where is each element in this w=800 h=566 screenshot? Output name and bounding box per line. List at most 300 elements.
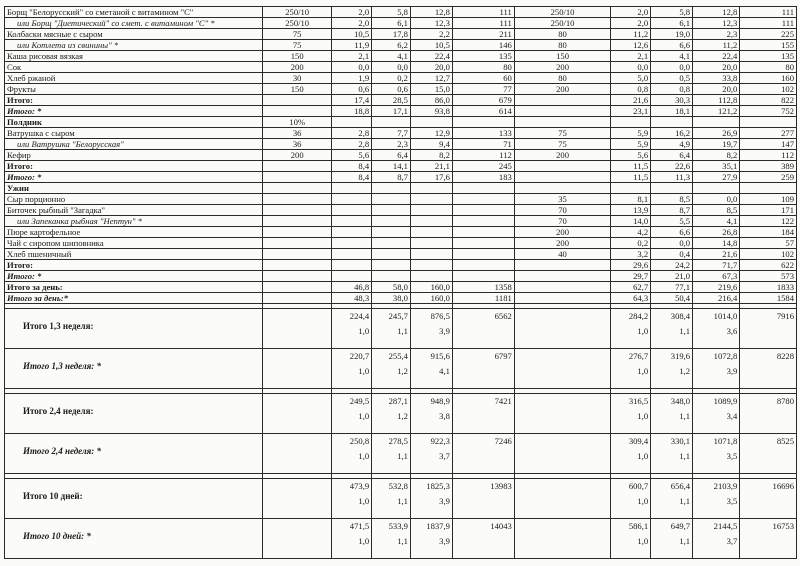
nutrient-value-older: 2,1 [611, 51, 651, 62]
nutrient-value: 4,1 [372, 51, 411, 62]
table-row [5, 194, 797, 205]
summary-total: 922,3 [430, 436, 450, 446]
nutrient-value: 71 [452, 139, 514, 150]
portion-weight [263, 161, 332, 172]
summary-value-cell [611, 394, 651, 434]
summary-value-cell [452, 479, 514, 519]
nutrient-value-older: 35,1 [693, 161, 740, 172]
empty-cell [263, 309, 332, 349]
nutrient-value-older: 102 [740, 249, 797, 260]
nutrient-value: 0,6 [332, 84, 372, 95]
table-row [5, 161, 797, 172]
summary-value-cell [740, 479, 797, 519]
nutrient-value-older: 6,4 [651, 150, 693, 161]
summary-value-cell [410, 479, 452, 519]
summary-ratio: 1,2 [397, 411, 408, 421]
nutrient-value: 0,2 [372, 73, 411, 84]
nutrient-value-older: 22,4 [693, 51, 740, 62]
summary-value-cell [611, 434, 651, 474]
nutrient-value: 111 [452, 18, 514, 29]
nutrient-value-older: 752 [740, 106, 797, 117]
dish-name: Итого: * [5, 172, 263, 183]
nutrient-value-older: 6,1 [651, 18, 693, 29]
table-row [5, 18, 797, 29]
summary-total: 1825,3 [426, 481, 450, 491]
summary-total: 473,9 [349, 481, 370, 491]
nutrient-value: 93,8 [410, 106, 452, 117]
summary-ratio [455, 411, 512, 421]
table-row [5, 183, 797, 194]
nutrient-value: 6,1 [372, 18, 411, 29]
nutrient-value: 28,5 [372, 95, 411, 106]
nutrient-value: 12,9 [410, 128, 452, 139]
nutrient-value: 17,6 [410, 172, 452, 183]
nutrient-value: 9,4 [410, 139, 452, 150]
portion-weight-older: 75 [514, 139, 611, 150]
nutrient-value-older: 4,2 [611, 227, 651, 238]
summary-ratio: 3,7 [726, 536, 738, 546]
dish-name: Хлеб ржаной [5, 73, 263, 84]
portion-weight: 36 [263, 128, 332, 139]
nutrient-value [372, 249, 411, 260]
summary-total: 656,4 [670, 481, 691, 491]
portion-weight-older [514, 106, 611, 117]
nutrient-value-older: 4,9 [651, 139, 693, 150]
nutrient-value: 135 [452, 51, 514, 62]
nutrient-value-older: 16,2 [651, 128, 693, 139]
summary-ratio: 1,1 [679, 326, 691, 336]
nutrient-value-older [611, 183, 651, 194]
empty-cell [514, 394, 611, 434]
summary-value-cell [452, 349, 514, 389]
nutrient-value [332, 227, 372, 238]
portion-weight: 30 [263, 73, 332, 84]
nutrient-value-older: 622 [740, 260, 797, 271]
nutrient-value-older [693, 117, 740, 128]
summary-row [5, 394, 797, 434]
empty-cell [514, 519, 611, 559]
nutrient-value [410, 249, 452, 260]
summary-value-cell [410, 349, 452, 389]
nutrient-value-older: 20,0 [693, 62, 740, 73]
portion-weight: 150 [263, 51, 332, 62]
summary-value-cell [693, 349, 740, 389]
nutrient-value-older: 2,3 [693, 29, 740, 40]
summary-value-cell [740, 519, 797, 559]
dish-name: Сок [5, 62, 263, 73]
summary-value-cell [452, 309, 514, 349]
nutrient-value [372, 227, 411, 238]
nutrient-value: 160,0 [410, 282, 452, 293]
portion-weight [263, 172, 332, 183]
nutrient-value [372, 216, 411, 227]
nutrient-value-older: 4,1 [651, 51, 693, 62]
nutrient-value-older: 11,5 [611, 161, 651, 172]
summary-value-cell [651, 479, 693, 519]
summary-value-cell [372, 434, 411, 474]
summary-ratio [455, 326, 512, 336]
nutrient-value: 8,4 [332, 161, 372, 172]
portion-weight: 200 [263, 62, 332, 73]
nutrient-value-older: 12,3 [693, 18, 740, 29]
summary-ratio: 1,1 [397, 536, 408, 546]
summary-ratio [742, 411, 794, 421]
nutrient-value-older: 6,6 [651, 40, 693, 51]
summary-total: 876,5 [430, 311, 450, 321]
summary-total: 16753 [772, 521, 794, 531]
nutrient-value: 80 [452, 62, 514, 73]
nutrient-value-older: 0,0 [611, 62, 651, 73]
nutrient-value: 46,8 [332, 282, 372, 293]
nutrient-value: 1358 [452, 282, 514, 293]
portion-weight-older: 200 [514, 150, 611, 161]
portion-weight [263, 194, 332, 205]
nutrient-value-older: 8,1 [611, 194, 651, 205]
summary-ratio: 3,7 [439, 451, 450, 461]
nutrient-value-older: 171 [740, 205, 797, 216]
nutrient-value-older: 33,8 [693, 73, 740, 84]
summary-ratio: 1,2 [397, 366, 408, 376]
nutrient-value: 12,3 [410, 18, 452, 29]
portion-weight-older: 35 [514, 194, 611, 205]
summary-value-cell [372, 394, 411, 434]
nutrient-value: 2,2 [410, 29, 452, 40]
summary-value-cell [452, 394, 514, 434]
nutrition-table [4, 6, 797, 559]
nutrient-value [410, 205, 452, 216]
nutrient-value: 146 [452, 40, 514, 51]
nutrient-value: 12,8 [410, 7, 452, 18]
portion-weight-older: 75 [514, 128, 611, 139]
nutrient-value: 8,4 [332, 172, 372, 183]
empty-cell [514, 479, 611, 519]
summary-value-cell [740, 309, 797, 349]
summary-ratio: 1,0 [637, 451, 649, 461]
summary-total: 308,4 [670, 311, 691, 321]
portion-weight-older [514, 183, 611, 194]
summary-ratio: 1,1 [679, 451, 691, 461]
dish-name: или Котлета из свинины" * [5, 40, 263, 51]
portion-weight-older: 200 [514, 62, 611, 73]
summary-label: Итого 10 дней: * [5, 519, 263, 559]
portion-weight-older: 250/10 [514, 18, 611, 29]
nutrient-value-older: 822 [740, 95, 797, 106]
summary-total: 1014,0 [713, 311, 738, 321]
nutrient-value-older: 29,6 [611, 260, 651, 271]
portion-weight-older: 250/10 [514, 7, 611, 18]
table-row [5, 150, 797, 161]
summary-ratio: 1,0 [358, 496, 370, 506]
nutrient-value-older: 4,1 [693, 216, 740, 227]
summary-total: 1837,9 [426, 521, 450, 531]
summary-value-cell [740, 349, 797, 389]
nutrient-value: 211 [452, 29, 514, 40]
nutrient-value: 8,2 [410, 150, 452, 161]
nutrient-value-older: 12,6 [611, 40, 651, 51]
summary-row [5, 479, 797, 519]
dish-name: Кефир [5, 150, 263, 161]
nutrient-value-older: 0,4 [651, 249, 693, 260]
summary-ratio: 3,9 [439, 496, 450, 506]
table-row [5, 282, 797, 293]
nutrient-value-older: 3,2 [611, 249, 651, 260]
nutrient-value-older: 112,8 [693, 95, 740, 106]
empty-cell [514, 349, 611, 389]
nutrient-value: 20,0 [410, 62, 452, 73]
table-row [5, 117, 797, 128]
portion-weight: 75 [263, 29, 332, 40]
summary-value-cell [740, 394, 797, 434]
portion-weight [263, 205, 332, 216]
summary-ratio: 1,0 [637, 411, 649, 421]
summary-total: 6797 [494, 351, 512, 361]
nutrient-value-older: 11,2 [611, 29, 651, 40]
nutrient-value [410, 271, 452, 282]
nutrient-value [452, 238, 514, 249]
summary-total: 255,4 [388, 351, 408, 361]
nutrient-value-older: 14,0 [611, 216, 651, 227]
nutrient-value-older: 18,1 [651, 106, 693, 117]
summary-value-cell [693, 434, 740, 474]
summary-value-cell [611, 309, 651, 349]
table-row [5, 238, 797, 249]
nutrient-value-older: 259 [740, 172, 797, 183]
table-row [5, 172, 797, 183]
summary-total: 13983 [490, 481, 512, 491]
summary-total: 915,6 [430, 351, 450, 361]
summary-value-cell [372, 309, 411, 349]
nutrient-value-older: 11,3 [651, 172, 693, 183]
nutrient-value-older: 20,0 [693, 84, 740, 95]
summary-value-cell [410, 394, 452, 434]
nutrient-value-older: 0,0 [651, 238, 693, 249]
dish-name: Сыр порционно [5, 194, 263, 205]
nutrient-value: 60 [452, 73, 514, 84]
dish-name: или Ватрушка "Белорусская" [5, 139, 263, 150]
portion-weight [263, 293, 332, 304]
summary-ratio [742, 326, 794, 336]
nutrient-value: 245 [452, 161, 514, 172]
nutrient-value: 86,0 [410, 95, 452, 106]
portion-weight-older [514, 161, 611, 172]
dish-name: Хлеб пшеничный [5, 249, 263, 260]
portion-weight-older: 200 [514, 227, 611, 238]
nutrient-value [410, 117, 452, 128]
empty-cell [263, 479, 332, 519]
nutrient-value-older: 277 [740, 128, 797, 139]
portion-weight [263, 183, 332, 194]
nutrient-value-older: 0,2 [611, 238, 651, 249]
portion-weight-older: 80 [514, 73, 611, 84]
summary-value-cell [651, 394, 693, 434]
nutrient-value-older: 102 [740, 84, 797, 95]
summary-ratio: 1,0 [358, 366, 370, 376]
nutrient-value-older: 77,1 [651, 282, 693, 293]
nutrient-value: 2,0 [332, 7, 372, 18]
summary-ratio [455, 536, 512, 546]
summary-total: 1071,8 [713, 436, 738, 446]
nutrient-value: 0,6 [372, 84, 411, 95]
nutrient-value-older: 0,0 [651, 62, 693, 73]
summary-total: 220,7 [349, 351, 370, 361]
summary-total: 14043 [490, 521, 512, 531]
summary-value-cell [452, 434, 514, 474]
summary-total: 287,1 [388, 396, 408, 406]
nutrient-value: 2,8 [332, 128, 372, 139]
summary-row [5, 349, 797, 389]
table-row [5, 293, 797, 304]
nutrient-value: 15,0 [410, 84, 452, 95]
nutrient-value-older: 19,7 [693, 139, 740, 150]
summary-total: 533,9 [388, 521, 408, 531]
nutrient-value [410, 238, 452, 249]
summary-row [5, 519, 797, 559]
nutrient-value: 8,7 [372, 172, 411, 183]
summary-value-cell [332, 479, 372, 519]
nutrient-value-older: 8,2 [693, 150, 740, 161]
nutrient-value-older: 22,6 [651, 161, 693, 172]
nutrient-value: 2,1 [332, 51, 372, 62]
portion-weight-older: 150 [514, 51, 611, 62]
dish-name: Итого: [5, 161, 263, 172]
nutrient-value-older: 5,5 [651, 216, 693, 227]
nutrient-value: 2,8 [332, 139, 372, 150]
portion-weight [263, 227, 332, 238]
nutrient-value-older [740, 183, 797, 194]
portion-weight-older: 70 [514, 216, 611, 227]
nutrient-value-older: 5,0 [611, 73, 651, 84]
summary-value-cell [332, 349, 372, 389]
empty-cell [514, 309, 611, 349]
nutrient-value [452, 117, 514, 128]
nutrient-value [410, 216, 452, 227]
nutrient-value: 112 [452, 150, 514, 161]
nutrient-value [332, 271, 372, 282]
nutrient-value: 77 [452, 84, 514, 95]
summary-total: 7916 [776, 311, 794, 321]
nutrient-value: 38,0 [372, 293, 411, 304]
nutrient-value: 58,0 [372, 282, 411, 293]
nutrient-value [372, 260, 411, 271]
summary-ratio: 1,2 [679, 366, 691, 376]
portion-weight [263, 282, 332, 293]
summary-total: 316,5 [628, 396, 649, 406]
table-row [5, 139, 797, 150]
summary-total: 249,5 [349, 396, 370, 406]
summary-ratio: 3,5 [726, 496, 738, 506]
nutrient-value [452, 216, 514, 227]
nutrient-value-older: 5,9 [611, 139, 651, 150]
nutrient-value [452, 183, 514, 194]
dish-name: Итого: [5, 260, 263, 271]
table-row [5, 249, 797, 260]
nutrient-value-older: 50,4 [651, 293, 693, 304]
table-row [5, 7, 797, 18]
nutrient-value-older: 21,0 [651, 271, 693, 282]
nutrient-value-older: 64,3 [611, 293, 651, 304]
nutrient-value-older: 0,8 [611, 84, 651, 95]
summary-total: 7421 [494, 396, 512, 406]
portion-weight-older [514, 282, 611, 293]
nutrient-value-older: 216,4 [693, 293, 740, 304]
dish-name: Борщ "Белорусский" со сметаной с витамином "С" [5, 7, 263, 18]
nutrient-value-older: 0,5 [651, 73, 693, 84]
dish-name: Биточек рыбный "Загадка" [5, 205, 263, 216]
summary-ratio: 3,9 [439, 326, 450, 336]
portion-weight [263, 260, 332, 271]
nutrient-value [452, 260, 514, 271]
nutrient-value: 18,8 [332, 106, 372, 117]
summary-total: 278,5 [388, 436, 408, 446]
table-row [5, 62, 797, 73]
nutrient-value [372, 117, 411, 128]
dish-name: Итого: * [5, 271, 263, 282]
summary-label: Итого 2,4 неделя: * [5, 434, 263, 474]
summary-total: 245,7 [388, 311, 408, 321]
dish-name: Итого за день: [5, 282, 263, 293]
nutrient-value [452, 227, 514, 238]
nutrient-value-older: 121,2 [693, 106, 740, 117]
nutrient-value-older [651, 183, 693, 194]
dish-name: Ватрушка с сыром [5, 128, 263, 139]
nutrient-value-older: 62,7 [611, 282, 651, 293]
nutrient-value-older: 5,6 [611, 150, 651, 161]
summary-ratio: 1,1 [397, 496, 408, 506]
summary-ratio: 1,1 [397, 326, 408, 336]
summary-ratio: 1,0 [358, 411, 370, 421]
summary-total: 309,4 [628, 436, 649, 446]
nutrient-value-older: 24,2 [651, 260, 693, 271]
nutrient-value-older: 29,7 [611, 271, 651, 282]
portion-weight-older [514, 172, 611, 183]
summary-value-cell [651, 309, 693, 349]
summary-total: 6562 [494, 311, 512, 321]
nutrient-value-older: 6,6 [651, 227, 693, 238]
nutrient-value: 6,2 [372, 40, 411, 51]
summary-total: 319,6 [670, 351, 691, 361]
dish-name: Пюре картофельное [5, 227, 263, 238]
nutrient-value: 2,3 [372, 139, 411, 150]
nutrient-value-older: 147 [740, 139, 797, 150]
table-row [5, 73, 797, 84]
nutrient-value [332, 183, 372, 194]
table-row [5, 128, 797, 139]
summary-label: Итого 10 дней: [5, 479, 263, 519]
nutrient-value-older: 67,3 [693, 271, 740, 282]
nutrient-value: 6,4 [372, 150, 411, 161]
dish-name: Фрукты [5, 84, 263, 95]
portion-weight: 150 [263, 84, 332, 95]
nutrient-value: 12,7 [410, 73, 452, 84]
nutrient-value: 5,6 [332, 150, 372, 161]
portion-weight: 36 [263, 139, 332, 150]
nutrient-value [332, 249, 372, 260]
summary-total: 532,8 [388, 481, 408, 491]
nutrient-value-older: 11,5 [611, 172, 651, 183]
nutrient-value: 5,8 [372, 7, 411, 18]
table-row [5, 95, 797, 106]
table-row [5, 216, 797, 227]
nutrient-value-older: 160 [740, 73, 797, 84]
nutrient-value-older: 13,9 [611, 205, 651, 216]
nutrient-value-older: 23,1 [611, 106, 651, 117]
summary-total: 250,8 [349, 436, 370, 446]
nutrient-value-older: 19,0 [651, 29, 693, 40]
summary-total: 284,2 [628, 311, 649, 321]
table-row [5, 227, 797, 238]
summary-label: Итого 1,3 неделя: [5, 309, 263, 349]
nutrient-value: 17,1 [372, 106, 411, 117]
